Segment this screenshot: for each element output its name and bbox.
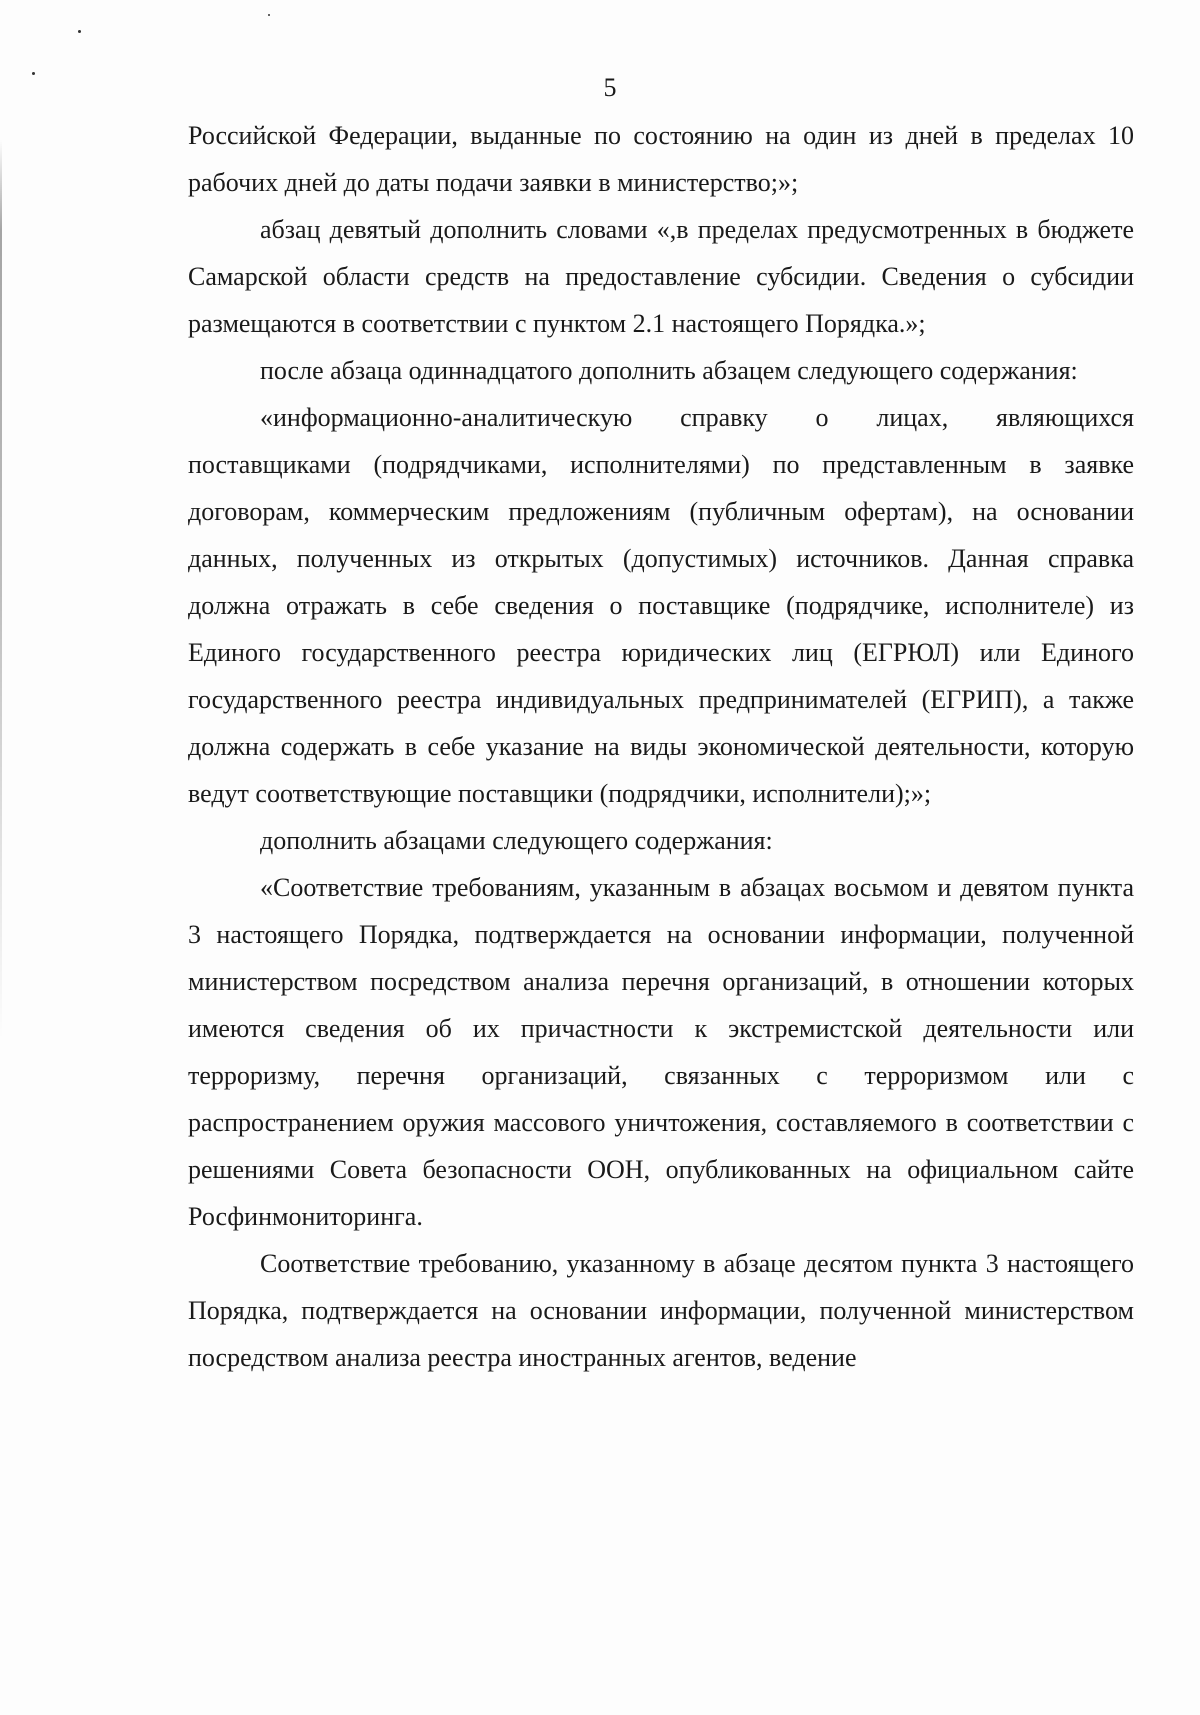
scan-speck: [78, 30, 81, 33]
paragraph: «информационно-аналитическую справку о лицах, являющихся поставщиками (подрядчиками, исполнителями) по представленным в заявке договорам, коммерческим предложениям (публичным офертам), на основании данных, полученных из открытых (допустимых) источников. Данная справка должна отражать в себе сведения о поставщике (подрядчике, исполнителе) из Единого государственного реестра юридических лиц (ЕГРЮЛ) или Единого государственного реестра индивидуальных предпринимателей (ЕГРИП), а также должна содержать в себе указание на виды экономической деятельности, которую ведут соответствующие поставщики (подрядчики, исполнители);»;: [188, 403, 1134, 808]
scan-edge-artifact: [0, 140, 2, 1040]
paragraph: Соответствие требованию, указанному в абзаце десятом пункта 3 настоящего Порядка, подтверждается на основании информации, полученной министерством посредством анализа реестра иностранных агентов, ведение: [188, 1249, 1134, 1372]
paragraph: абзац девятый дополнить словами «,в пределах предусмотренных в бюджете Самарской области средств на предоставление субсидии. Сведения о субсидии размещаются в соответствии с пунктом 2.1 настоящего Порядка.»;: [188, 215, 1134, 338]
document-body: [188, 112, 1134, 1381]
scan-speck: [268, 14, 270, 16]
paragraph: после абзаца одиннадцатого дополнить абзацем следующего содержания:: [260, 356, 1078, 385]
paragraph: «Соответствие требованиям, указанным в абзацах восьмом и девятом пункта 3 настоящего Порядка, подтверждается на основании информации, полученной министерством посредством анализа перечня организаций, в отношении которых имеются сведения об их причастности к экстремистской деятельности или терроризму, перечня организаций, связанных с терроризмом или с распространением оружия массового уничтожения, составляемого в соответствии с решениями Совета безопасности ООН, опубликованных на официальном сайте Росфинмониторинга.: [188, 873, 1134, 1231]
paragraph: Российской Федерации, выданные по состоянию на один из дней в пределах 10 рабочих дней до даты подачи заявки в министерство;»;: [188, 121, 1134, 197]
paragraph: дополнить абзацами следующего содержания:: [260, 826, 773, 855]
page-number: 5: [603, 73, 617, 102]
